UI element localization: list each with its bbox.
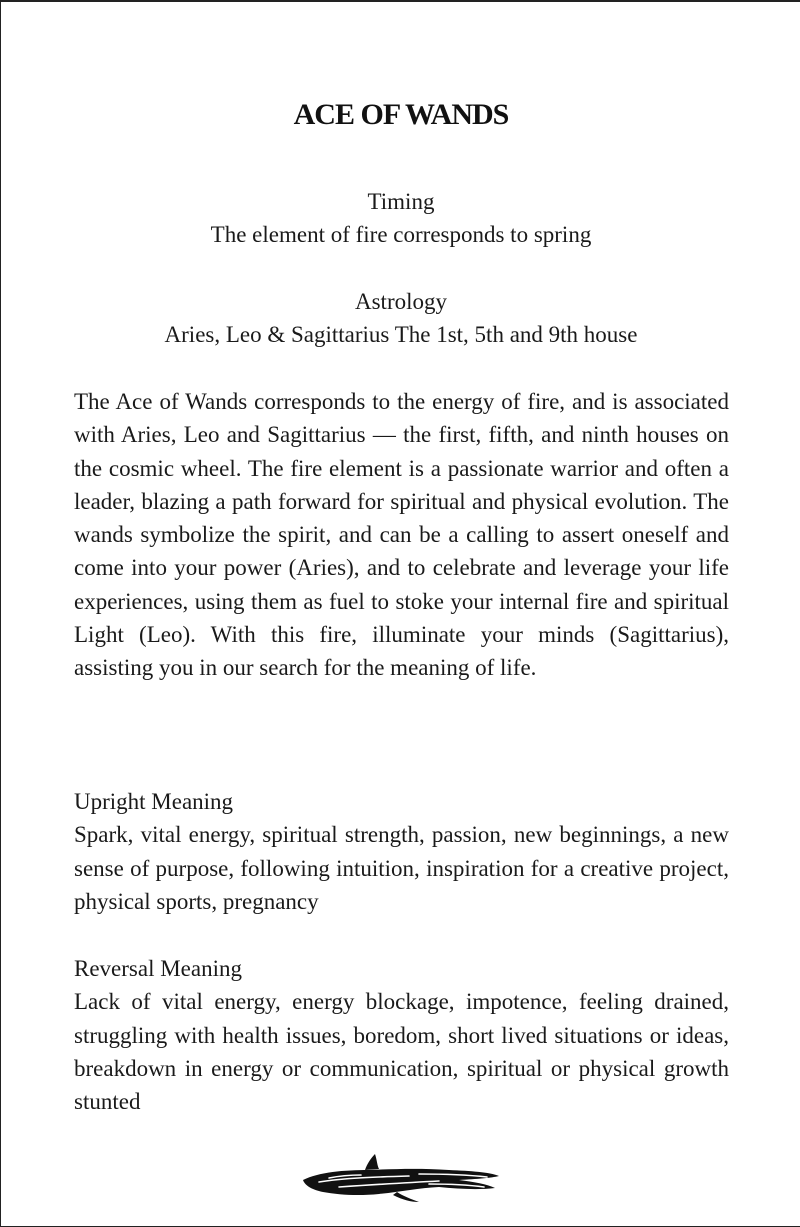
card-description: The Ace of Wands corresponds to the energy of fire, and is associated with Aries, Leo and Sagittarius — the first, fifth, and ninth houses on the cosmic wheel. The fire element is a passionate warrior and often a leader, blazing a path forward for spiritual and physical evolution. The wands symbolize the spirit, and can be a calling to assert oneself and come into your power (Aries), and to celebrate and leverage your life experiences, using them as fuel to stoke your internal fire and spiritual Light (Leo). With this fire, illuminate your minds (Sagittarius), assisting you in our search for the meaning of life. — [74, 389, 729, 681]
upright-heading: Upright Meaning — [74, 789, 234, 814]
reversal-section — [74, 952, 729, 1118]
wand-branch-icon — [299, 1150, 503, 1206]
astrology-section — [1, 285, 800, 351]
upright-section — [74, 785, 729, 918]
upright-text: Spark, vital energy, spiritual strength, passion, new beginnings, a new sense of purpose, following intuition, inspiration for a creative project, physical sports, pregnancy — [74, 822, 729, 914]
timing-section — [1, 185, 800, 251]
reversal-heading: Reversal Meaning — [74, 956, 242, 981]
reversal-text: Lack of vital energy, energy blockage, impotence, feeling drained, struggling with health issues, boredom, short lived situations or ideas, breakdown in energy or communication, spiritual or physical growth stunted — [74, 989, 729, 1115]
timing-heading: Timing — [367, 189, 435, 214]
card-title: ACE OF WANDS — [293, 98, 509, 131]
astrology-heading: Astrology — [355, 289, 447, 314]
astrology-text: Aries, Leo & Sagittarius The 1st, 5th and 9th house — [164, 322, 638, 347]
timing-text: The element of fire corresponds to spring — [210, 222, 592, 247]
